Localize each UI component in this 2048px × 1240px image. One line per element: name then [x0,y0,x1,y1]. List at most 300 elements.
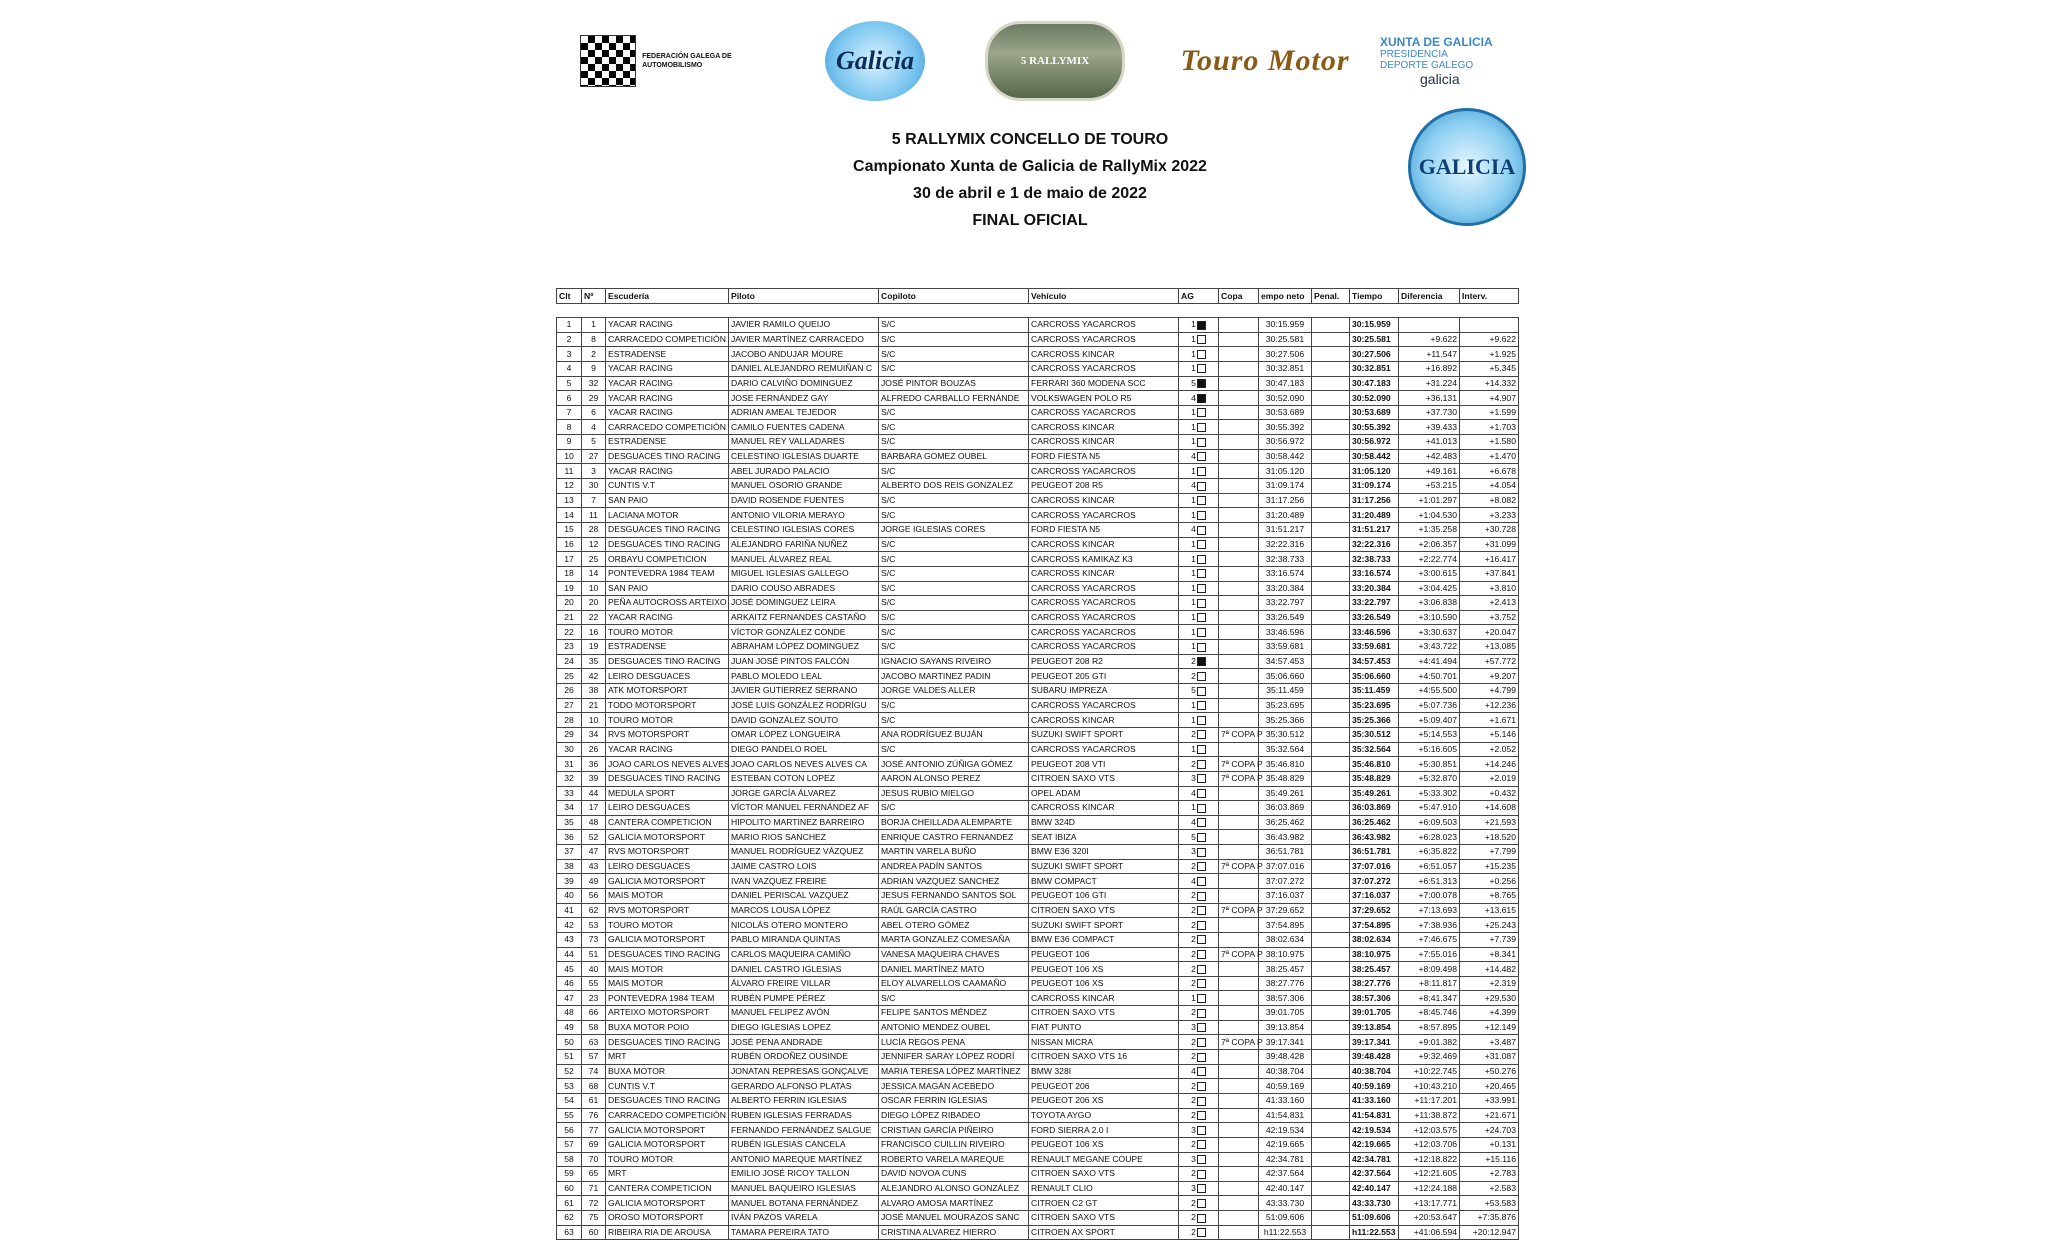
table-cell: BORJA CHEILLADA ALEMPARTE [879,815,1029,830]
table-cell: 32:22.316 [1259,537,1312,552]
table-cell: 36 [557,830,582,845]
table-cell: SAN PAIO [606,581,729,596]
class-box-icon [1197,1214,1206,1223]
table-cell: 33:20.384 [1259,581,1312,596]
table-cell [1179,771,1219,786]
table-cell: +5:16.605 [1399,742,1460,757]
table-cell: S/C [879,508,1029,523]
class-box-icon [1197,1170,1206,1179]
table-cell: +3.487 [1460,1035,1519,1050]
class-box-icon [1197,555,1206,564]
table-cell [1179,1123,1219,1138]
table-cell: 4 [582,420,606,435]
table-cell [1219,435,1259,450]
group-number: 4 [1191,875,1196,886]
class-box-icon [1197,628,1206,637]
table-cell: 2 [582,347,606,362]
class-box-icon [1197,877,1206,886]
table-cell [1312,610,1350,625]
group-number: 1 [1191,495,1196,505]
table-cell: EMILIO JOSÉ RICOY TALLON [729,1167,879,1182]
table-cell: RUBEN IGLESIAS FERRADAS [729,1108,879,1123]
table-cell [1312,757,1350,772]
table-cell: h11:22.553 [1259,1225,1312,1240]
table-cell: PEUGEOT 106 XS [1029,1137,1179,1152]
class-box-icon [1197,1067,1206,1076]
class-box-icon [1197,511,1206,520]
table-cell: 48 [582,815,606,830]
table-row [557,757,1519,772]
table-cell: MARIO RIOS SANCHEZ [729,830,879,845]
table-cell [1219,698,1259,713]
table-cell: +29.530 [1460,991,1519,1006]
table-cell [1312,669,1350,684]
table-cell: 33 [557,786,582,801]
table-cell: +53.583 [1460,1196,1519,1211]
championship-title: Campionato Xunta de Galicia de RallyMix 2022 [853,158,1207,175]
table-cell: 37 [557,845,582,860]
table-cell: MARIA TERESA LÓPEZ MARTÍNEZ [879,1064,1029,1079]
class-box-icon [1197,1097,1206,1106]
table-cell: +20.047 [1460,625,1519,640]
table-cell: 34:57.453 [1259,654,1312,669]
table-cell: 42:40.147 [1350,1181,1399,1196]
table-cell: 30:56.972 [1350,435,1399,450]
table-cell: +5:32.870 [1399,771,1460,786]
table-row [557,1137,1519,1152]
table-cell [1219,1064,1259,1079]
table-cell [1219,522,1259,537]
table-cell: 33:46.596 [1259,625,1312,640]
table-cell: CARCROSS YACARCROS [1029,698,1179,713]
table-cell: CARCROSS YACARCROS [1029,742,1179,757]
table-cell: ALFREDO CARBALLO FERNÁNDE [879,391,1029,406]
table-cell: 9 [582,361,606,376]
table-cell [1312,947,1350,962]
table-cell: +21.671 [1460,1108,1519,1123]
class-box-icon [1197,833,1206,842]
table-cell: PEUGEOT 106 GTI [1029,888,1179,903]
table-cell [1312,918,1350,933]
table-cell [1179,318,1219,333]
table-cell: 55 [557,1108,582,1123]
group-number: 4 [1191,787,1196,798]
group-number: 1 [1191,714,1196,725]
table-cell: 35:06.660 [1350,669,1399,684]
table-cell [1219,449,1259,464]
table-cell: S/C [879,435,1029,450]
table-cell: 30 [582,479,606,494]
table-cell: ROBERTO VARELA MAREQUE [879,1152,1029,1167]
table-row [557,1093,1519,1108]
table-cell: +14.482 [1460,962,1519,977]
table-row [557,625,1519,640]
table-cell: +42.483 [1399,449,1460,464]
table-cell: 35:23.695 [1259,698,1312,713]
group-number: 3 [1191,1022,1196,1033]
table-cell: CITROEN SAXO VTS [1029,1211,1179,1226]
table-cell: 6 [557,391,582,406]
table-cell [1179,947,1219,962]
table-cell [1312,771,1350,786]
table-cell: 49 [582,874,606,889]
table-cell: +7:46.675 [1399,932,1460,947]
table-cell: 31:20.489 [1350,508,1399,523]
table-cell: YACAR RACING [606,405,729,420]
table-cell: 52 [557,1064,582,1079]
table-cell: 23 [557,640,582,655]
table-cell: +8:57.895 [1399,1020,1460,1035]
table-cell: +30.728 [1460,522,1519,537]
table-cell: VÍCTOR GONZÁLEZ CONDE [729,625,879,640]
table-cell: +15.235 [1460,859,1519,874]
table-row [557,815,1519,830]
table-cell: 19 [582,640,606,655]
table-cell: BMW E36 320I [1029,845,1179,860]
table-cell: +6:51.313 [1399,874,1460,889]
table-cell [1312,420,1350,435]
table-cell: CAMILO FUENTES CADENA [729,420,879,435]
table-cell: JONATAN REPRESAS GONÇALVE [729,1064,879,1079]
table-cell: DIEGO PANDELO ROEL [729,742,879,757]
table-cell: CRISTIAN GARCÍA PIÑEIRO [879,1123,1029,1138]
table-cell: JAIME CASTRO LOIS [729,859,879,874]
table-row [557,786,1519,801]
table-cell [1312,1020,1350,1035]
table-cell: +41.013 [1399,435,1460,450]
table-cell: +9.622 [1399,332,1460,347]
table-cell: 58 [557,1152,582,1167]
table-cell [1179,493,1219,508]
table-cell: +12.236 [1460,698,1519,713]
table-row [557,508,1519,523]
group-number: 4 [1191,451,1196,462]
table-row [557,947,1519,962]
group-number: 1 [1191,363,1196,374]
table-cell: BMW 328I [1029,1064,1179,1079]
table-cell [1219,1152,1259,1167]
table-cell: +7:13.693 [1399,903,1460,918]
table-cell: S/C [879,347,1029,362]
table-cell: 38:27.776 [1350,976,1399,991]
table-cell: 34 [582,727,606,742]
class-box-icon [1197,848,1206,857]
table-cell: RENAULT CLIO [1029,1181,1179,1196]
table-cell: ANTONIO MENDEZ OUBEL [879,1020,1029,1035]
table-cell: GALICIA MOTORSPORT [606,830,729,845]
table-cell: 30:15.959 [1259,318,1312,333]
col-header: empo neto [1259,289,1312,304]
table-cell: +2.413 [1460,596,1519,611]
table-cell [1312,332,1350,347]
class-box-icon [1197,540,1206,549]
table-cell: 41:33.160 [1350,1093,1399,1108]
class-box-icon [1197,1038,1206,1047]
table-cell: OPEL ADAM [1029,786,1179,801]
table-cell: PEUGEOT 208 R2 [1029,654,1179,669]
table-cell: +21.593 [1460,815,1519,830]
class-box-icon [1197,950,1206,959]
table-cell: CARCROSS YACARCROS [1029,581,1179,596]
table-cell: 30:27.506 [1350,347,1399,362]
group-number: 1 [1191,319,1196,330]
table-cell: 31:05.120 [1350,464,1399,479]
table-cell: TOURO MOTOR [606,625,729,640]
table-cell: JACOBO ANDUJAR MOURE [729,347,879,362]
table-cell: S/C [879,742,1029,757]
class-box-icon [1197,789,1206,798]
table-cell: 51 [557,1050,582,1065]
table-cell [1219,932,1259,947]
table-cell [1179,1181,1219,1196]
table-cell: +1.470 [1460,449,1519,464]
table-cell: 37:07.272 [1259,874,1312,889]
table-cell: JENNIFER SARAY LÓPEZ RODRÍ [879,1050,1029,1065]
table-cell [1312,596,1350,611]
table-cell: 39:13.854 [1350,1020,1399,1035]
table-cell [1179,742,1219,757]
table-cell: 51:09.606 [1259,1211,1312,1226]
table-cell: +57.772 [1460,654,1519,669]
table-cell: 30:58.442 [1350,449,1399,464]
table-cell: ESTRADENSE [606,435,729,450]
table-cell: +14.246 [1460,757,1519,772]
table-cell: +2:22.774 [1399,552,1460,567]
table-cell: 37:07.016 [1259,859,1312,874]
table-cell: 41:54.831 [1259,1108,1312,1123]
col-header: Piloto [729,289,879,304]
table-cell: 69 [582,1137,606,1152]
table-cell: DANIEL MARTÍNEZ MATO [879,962,1029,977]
table-cell: +5:07.736 [1399,698,1460,713]
table-cell: 26 [582,742,606,757]
table-cell [1219,508,1259,523]
table-cell: 35:30.512 [1259,727,1312,742]
group-number: 2 [1191,963,1196,974]
table-cell: S/C [879,420,1029,435]
table-cell: 5 [582,435,606,450]
table-cell: 26 [557,684,582,699]
table-cell [1312,1225,1350,1240]
table-cell: CITROEN SAXO VTS 16 [1029,1050,1179,1065]
table-cell: 35:46.810 [1350,757,1399,772]
group-number: 2 [1191,934,1196,945]
group-number: 1 [1191,407,1196,418]
table-cell: CARCROSS YACARCROS [1029,332,1179,347]
table-cell: CITROEN AX SPORT [1029,1225,1179,1240]
table-cell: +12.149 [1460,1020,1519,1035]
table-cell: +4.799 [1460,684,1519,699]
col-header: Tiempo [1350,289,1399,304]
group-number: 5 [1191,377,1196,388]
table-cell: CITROEN SAXO VTS [1029,903,1179,918]
table-cell: FELIPE SANTOS MÉNDEZ [879,1006,1029,1021]
table-cell: MAIS MOTOR [606,962,729,977]
table-cell: 55 [582,976,606,991]
table-cell: 30:27.506 [1259,347,1312,362]
table-cell: 33:22.797 [1259,596,1312,611]
table-cell: FERNANDO FERNÁNDEZ SALGUE [729,1123,879,1138]
class-box-icon [1197,496,1206,505]
table-cell: LACIANA MOTOR [606,508,729,523]
table-cell: TOYOTA AYGO [1029,1108,1179,1123]
col-header: AG [1179,289,1219,304]
table-cell: GALICIA MOTORSPORT [606,1123,729,1138]
table-cell: +4:41.494 [1399,654,1460,669]
table-cell: 24 [557,654,582,669]
group-number: 1 [1191,743,1196,754]
table-cell [1312,361,1350,376]
table-cell [1179,640,1219,655]
table-cell: 71 [582,1181,606,1196]
table-cell: 7 [557,405,582,420]
table-cell: 3 [557,347,582,362]
table-cell [1312,376,1350,391]
table-cell: BUXA MOTOR POIO [606,1020,729,1035]
table-cell: 75 [582,1211,606,1226]
table-row [557,845,1519,860]
table-row [557,1050,1519,1065]
table-row [557,932,1519,947]
table-cell: 45 [557,962,582,977]
class-box-icon [1197,774,1206,783]
table-cell: MANUEL OSORIO GRANDE [729,479,879,494]
table-cell: 35:11.459 [1350,684,1399,699]
table-cell [1179,1211,1219,1226]
table-cell: +13:17.771 [1399,1196,1460,1211]
table-cell: JOSÉ PINTOR BOUZAS [879,376,1029,391]
class-box-icon [1197,1184,1206,1193]
table-cell [1179,464,1219,479]
table-cell [1312,713,1350,728]
group-number: 2 [1191,758,1196,769]
table-cell [1179,610,1219,625]
table-cell: PEUGEOT 208 VTI [1029,757,1179,772]
table-cell: 70 [582,1152,606,1167]
table-cell: 10 [582,713,606,728]
class-box-icon [1197,994,1206,1003]
table-cell: 32 [582,376,606,391]
table-cell [1179,376,1219,391]
table-cell: 39:13.854 [1259,1020,1312,1035]
table-cell [1219,625,1259,640]
table-cell: 36:51.781 [1350,845,1399,860]
table-cell: +11:38.872 [1399,1108,1460,1123]
table-cell [1219,713,1259,728]
table-row [557,903,1519,918]
table-cell [1312,1211,1350,1226]
table-cell: IVAN VAZQUEZ FREIRE [729,874,879,889]
table-cell: CARCROSS KINCAR [1029,713,1179,728]
event-dates: 30 de abril e 1 de maio de 2022 [913,185,1147,202]
table-cell: ARKAITZ FERNANDES CASTAÑO [729,610,879,625]
table-cell: 38:27.776 [1259,976,1312,991]
table-cell: DESGUACES TINO RACING [606,771,729,786]
table-cell: +12:03.706 [1399,1137,1460,1152]
table-cell: +1.925 [1460,347,1519,362]
table-cell: +16.892 [1399,361,1460,376]
table-cell [1219,610,1259,625]
table-cell: TAMARA PEREIRA TATO [729,1225,879,1240]
table-row [557,479,1519,494]
table-cell: JOSÉ DOMINGUEZ LEIRA [729,596,879,611]
table-cell: 62 [557,1211,582,1226]
group-number: 2 [1191,1168,1196,1179]
table-cell: JORGE GARCÍA ÁLVAREZ [729,786,879,801]
table-cell [1219,493,1259,508]
table-cell: +24.703 [1460,1123,1519,1138]
table-cell: CARCROSS YACARCROS [1029,640,1179,655]
table-cell: +3:00.615 [1399,566,1460,581]
table-cell: 52 [582,830,606,845]
table-cell: +15.116 [1460,1152,1519,1167]
table-cell [1219,376,1259,391]
table-cell: 53 [557,1079,582,1094]
table-cell: 35:49.261 [1350,786,1399,801]
table-cell: ESTRADENSE [606,347,729,362]
table-cell: 32 [557,771,582,786]
table-cell [1179,566,1219,581]
table-row [557,596,1519,611]
table-cell: +3:10.590 [1399,610,1460,625]
table-cell: 37:54.895 [1259,918,1312,933]
table-row [557,874,1519,889]
group-number: 1 [1191,333,1196,344]
table-cell [1179,962,1219,977]
table-cell [1219,845,1259,860]
table-cell [1179,815,1219,830]
table-cell: RAÚL GARCÍA CASTRO [879,903,1029,918]
table-row [557,713,1519,728]
table-cell: 37:07.016 [1350,859,1399,874]
table-cell [1312,318,1350,333]
table-cell: 42:19.534 [1350,1123,1399,1138]
table-cell: 74 [582,1064,606,1079]
table-cell: 22 [582,610,606,625]
table-cell: ADRIAN AMEAL TEJEDOR [729,405,879,420]
table-cell: +4.907 [1460,391,1519,406]
table-cell [1312,684,1350,699]
group-number: 1 [1191,538,1196,549]
table-cell: RUBÉN PUMPE PÉREZ [729,991,879,1006]
table-cell: +2:06.357 [1399,537,1460,552]
table-cell: 30:15.959 [1350,318,1399,333]
table-cell: MARCOS LOUSA LÓPEZ [729,903,879,918]
table-cell [1219,874,1259,889]
class-box-icon [1197,482,1206,491]
table-cell [1219,684,1259,699]
table-cell: 35:25.366 [1350,713,1399,728]
table-cell: 61 [557,1196,582,1211]
table-cell: 31:05.120 [1259,464,1312,479]
table-cell: CARCROSS KAMIKAZ K3 [1029,552,1179,567]
table-cell [1312,654,1350,669]
table-cell [1312,581,1350,596]
table-cell: +37.730 [1399,405,1460,420]
table-cell: CITROEN C2 GT [1029,1196,1179,1211]
table-cell: 8 [582,332,606,347]
group-number: 1 [1191,612,1196,623]
table-cell: CARCROSS YACARCROS [1029,508,1179,523]
table-row [557,1123,1519,1138]
group-number: 1 [1191,553,1196,564]
table-cell: 32:22.316 [1350,537,1399,552]
table-cell [1219,332,1259,347]
table-cell [1179,1035,1219,1050]
group-number: 2 [1191,904,1196,915]
table-cell: +8.082 [1460,493,1519,508]
table-cell: 39:48.428 [1259,1050,1312,1065]
